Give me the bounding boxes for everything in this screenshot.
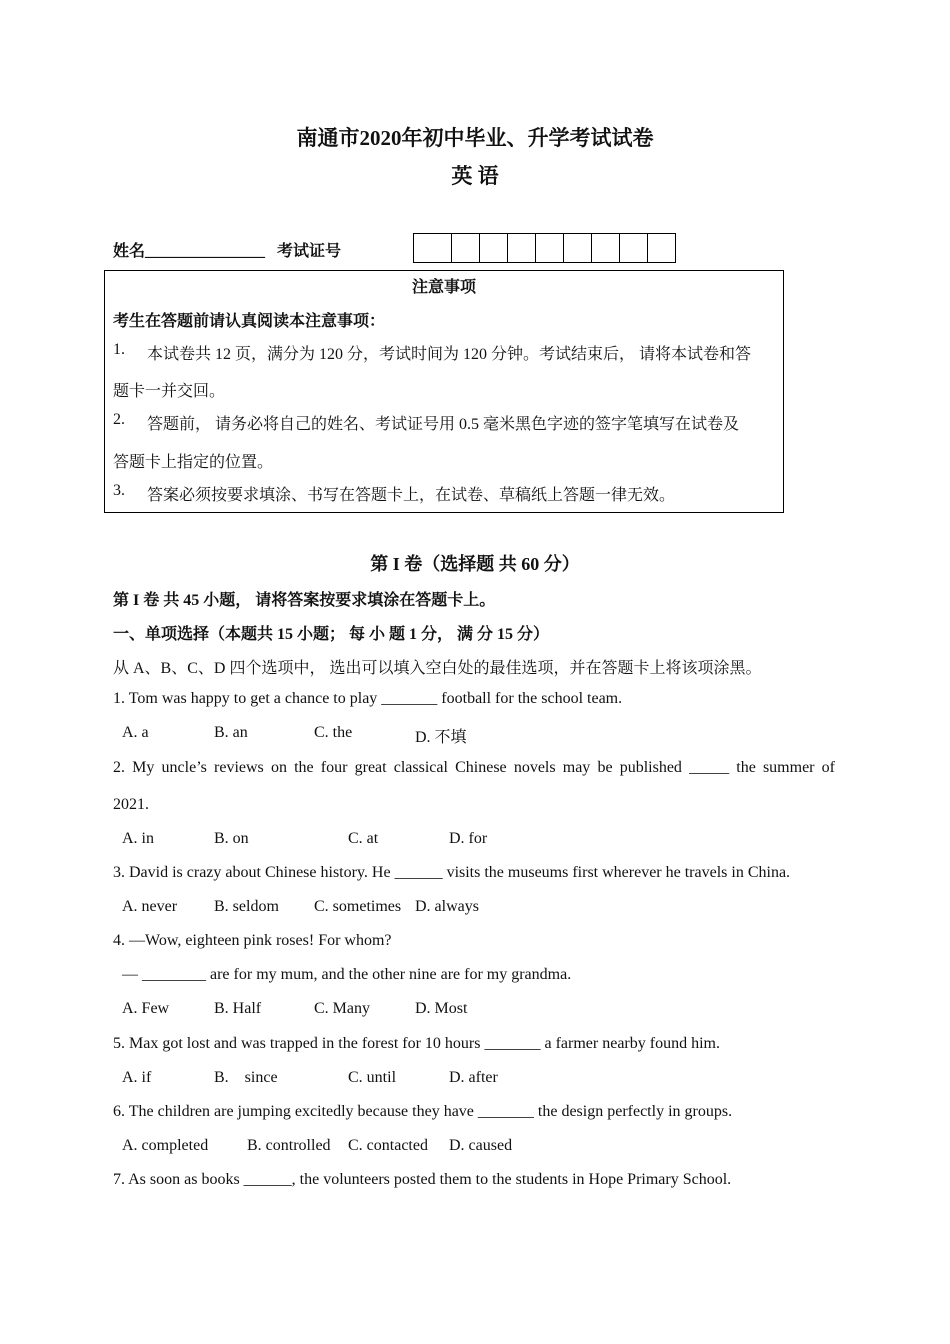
exam-id-cell[interactable]: [451, 234, 479, 262]
part1-instruction: 第 I 卷 共 45 小题， 请将答案按要求填涂在答题卡上。: [113, 592, 496, 609]
option-c[interactable]: C. contacted: [348, 1137, 428, 1154]
subject-title: 英 语: [451, 164, 499, 188]
notice-item-text-cont: 答题卡上指定的位置。: [113, 454, 274, 471]
exam-id-label: 考试证号: [277, 243, 342, 260]
option-d[interactable]: D. always: [415, 898, 479, 915]
question-4: 4. —Wow, eighteen pink roses! For whom?: [113, 932, 392, 949]
question-7: 7. As soon as books ______, the volunteers posted them to the students in Hope Primary School.: [113, 1171, 732, 1188]
option-b[interactable]: B. seldom: [214, 898, 279, 915]
option-a[interactable]: A. Few: [122, 1000, 170, 1017]
notice-item-text-cont: 题卡一并交回。: [113, 383, 226, 400]
notice-item-text: 本试卷共 12 页，满分为 120 分，考试时间为 120 分钟。考试结束后， 请将本试卷和答: [147, 346, 752, 363]
notice-item-number: 3.: [113, 482, 125, 499]
option-b[interactable]: B. Half: [214, 1000, 262, 1017]
option-a[interactable]: A. if: [122, 1069, 152, 1086]
notice-intro: 考生在答题前请认真阅读本注意事项：: [113, 313, 386, 330]
exam-id-cell[interactable]: [479, 234, 507, 262]
option-b[interactable]: B. controlled: [247, 1137, 331, 1154]
option-c[interactable]: C. Many: [314, 1000, 370, 1017]
option-d[interactable]: D. Most: [415, 1000, 468, 1017]
question-4-cont: — ________ are for my mum, and the other nine are for my grandma.: [122, 966, 572, 983]
exam-title: 南通市2020年初中毕业、升学考试试卷: [296, 126, 654, 150]
option-a[interactable]: A. never: [122, 898, 178, 915]
option-c[interactable]: C. until: [348, 1069, 397, 1086]
exam-id-cell[interactable]: [647, 234, 675, 262]
notice-item-text: 答题前， 请务必将自己的姓名、考试证号用 0.5 毫米黑色字迹的签字笔填写在试卷及: [147, 416, 740, 433]
section-title: 一、单项选择（本题共 15 小题； 每 小 题 1 分， 满 分 15 分）: [113, 626, 550, 643]
section-direction: 从 A、B、C、D 四个选项中， 选出可以填入空白处的最佳选项，并在答题卡上将该项涂黑。: [113, 660, 762, 677]
question-2: 2. My uncle’s reviews on the four great classical Chinese novels may be published _____ the summer of: [113, 759, 835, 776]
notice-item-number: 2.: [113, 411, 125, 428]
option-b[interactable]: B. since: [214, 1069, 278, 1086]
question-6: 6. The children are jumping excitedly because they have _______ the design perfectly in groups.: [113, 1103, 733, 1120]
exam-id-cell[interactable]: [619, 234, 647, 262]
option-d[interactable]: D. caused: [449, 1137, 513, 1154]
exam-id-grid[interactable]: [413, 233, 676, 263]
option-a[interactable]: A. in: [122, 830, 154, 847]
option-b[interactable]: B. on: [214, 830, 249, 847]
option-c[interactable]: C. sometimes: [314, 898, 402, 915]
option-b[interactable]: B. an: [214, 724, 248, 741]
exam-id-cell[interactable]: [507, 234, 535, 262]
exam-id-cell[interactable]: [563, 234, 591, 262]
option-a[interactable]: A. a: [122, 724, 149, 741]
part1-heading: 第 I 卷（选择题 共 60 分）: [370, 554, 580, 574]
question-2-cont: 2021.: [113, 796, 149, 813]
question-5: 5. Max got lost and was trapped in the forest for 10 hours _______ a farmer nearby found him.: [113, 1035, 720, 1052]
option-c[interactable]: C. at: [348, 830, 379, 847]
option-d[interactable]: D. 不填: [415, 729, 467, 746]
exam-id-cell[interactable]: [414, 234, 451, 262]
option-c[interactable]: C. the: [314, 724, 353, 741]
option-a[interactable]: A. completed: [122, 1137, 209, 1154]
exam-id-cell[interactable]: [535, 234, 563, 262]
exam-id-cell[interactable]: [591, 234, 619, 262]
option-d[interactable]: D. after: [449, 1069, 498, 1086]
option-d[interactable]: D. for: [449, 830, 488, 847]
notice-item-text: 答案必须按要求填涂、书写在答题卡上，在试卷、草稿纸上答题一律无效。: [147, 487, 676, 504]
question-3: 3. David is crazy about Chinese history. He ______ visits the museums first wherever he travels in China.: [113, 864, 791, 881]
question-1: 1. Tom was happy to get a chance to play _______ football for the school team.: [113, 690, 623, 707]
name-label: 姓名_______________: [113, 243, 266, 260]
notice-heading: 注意事项: [411, 279, 476, 296]
notice-item-number: 1.: [113, 341, 125, 358]
